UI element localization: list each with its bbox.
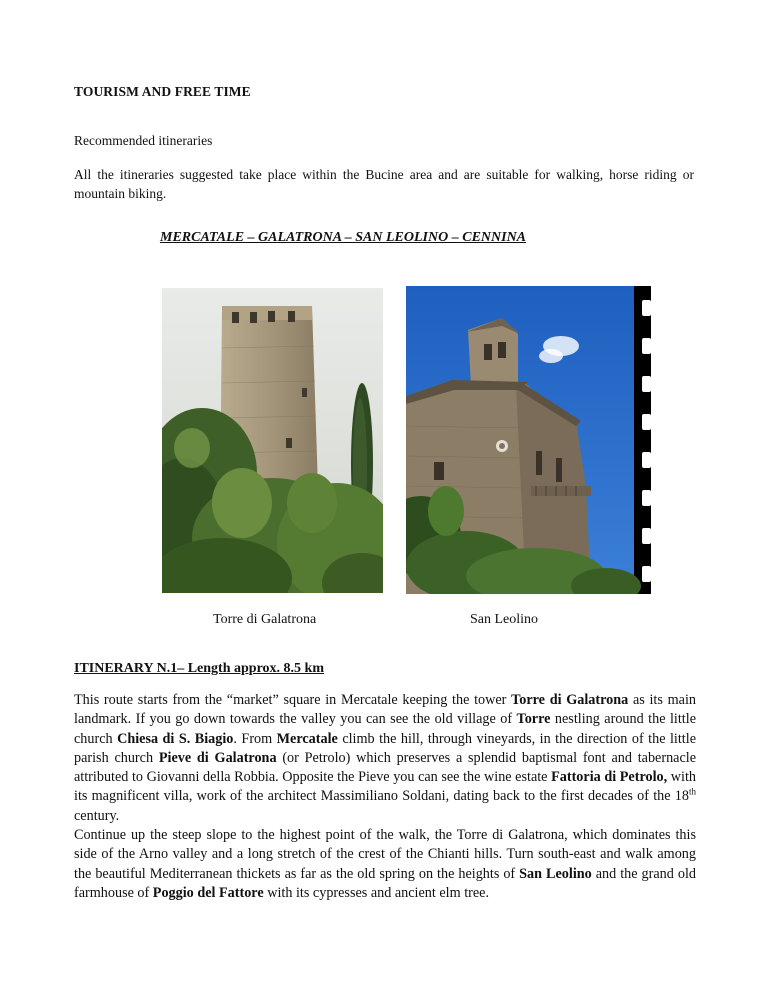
place-name: Mercatale	[276, 730, 338, 747]
photo-caption-church: San Leolino	[470, 612, 539, 627]
itinerary-title: ITINERARY N.1– Length approx. 8.5 km	[74, 661, 324, 676]
photo-caption-tower: Torre di Galatrona	[213, 612, 317, 627]
route-title: MERCATALE – GALATRONA – SAN LEOLINO – CENNINA	[160, 230, 527, 245]
text-segment: This route starts from the “market” square in Mercatale keeping the tower	[74, 692, 512, 708]
text-segment: Continue up the steep slope to the highest point of the walk, the Torre di Galatrona, which dominates this side of the Arno valley and a long stretch of the crest of the Chianti hills. Turn south-east and walk among the beautiful Mediterranean thickets as far as the old spring on the heights of	[74, 827, 696, 882]
church-photo	[406, 286, 651, 594]
subheading: Recommended itineraries	[74, 133, 213, 148]
text-segment: with its magnificent villa, work of the architect Massimiliano Soldani, dating back to the first decades of the 18	[74, 769, 696, 805]
place-name: Chiesa di S. Biagio	[117, 730, 234, 747]
place-name: San Leolino	[519, 865, 592, 882]
text-segment: as its main landmark. If you go down towards the valley you can see the old village of	[74, 692, 696, 728]
text-segment: . From	[233, 730, 277, 747]
ordinal-suffix: th	[688, 786, 696, 797]
text-segment: and the grand old farmhouse of	[74, 865, 696, 901]
text-segment: climb the hill, through vineyards, in the direction of the little parish church	[74, 730, 696, 766]
text-segment: nestling around the little church	[74, 711, 696, 747]
text-segment: with its cypresses and ancient elm tree.	[263, 884, 490, 901]
intro-paragraph: All the itineraries suggested take place within the Bucine area and are suitable for walking, horse riding or mountain biking.	[74, 167, 694, 201]
place-name: Pieve di Galatrona	[158, 749, 277, 766]
place-name: Torre	[516, 711, 551, 728]
place-name: Poggio del Fattore	[152, 884, 264, 901]
text-segment: (or Petrolo) which preserves a splendid baptismal font and tabernacle attributed to Giovanni della Robbia. Opposite the Pieve you can see the wine estate	[74, 749, 696, 786]
text-segment: century.	[74, 807, 120, 824]
tower-photo	[162, 288, 383, 593]
place-name: Fattoria di Petrolo,	[551, 769, 668, 786]
section-heading: TOURISM AND FREE TIME	[74, 84, 251, 99]
place-name: Torre di Galatrona	[511, 692, 629, 708]
itinerary-paragraph	[74, 691, 696, 903]
